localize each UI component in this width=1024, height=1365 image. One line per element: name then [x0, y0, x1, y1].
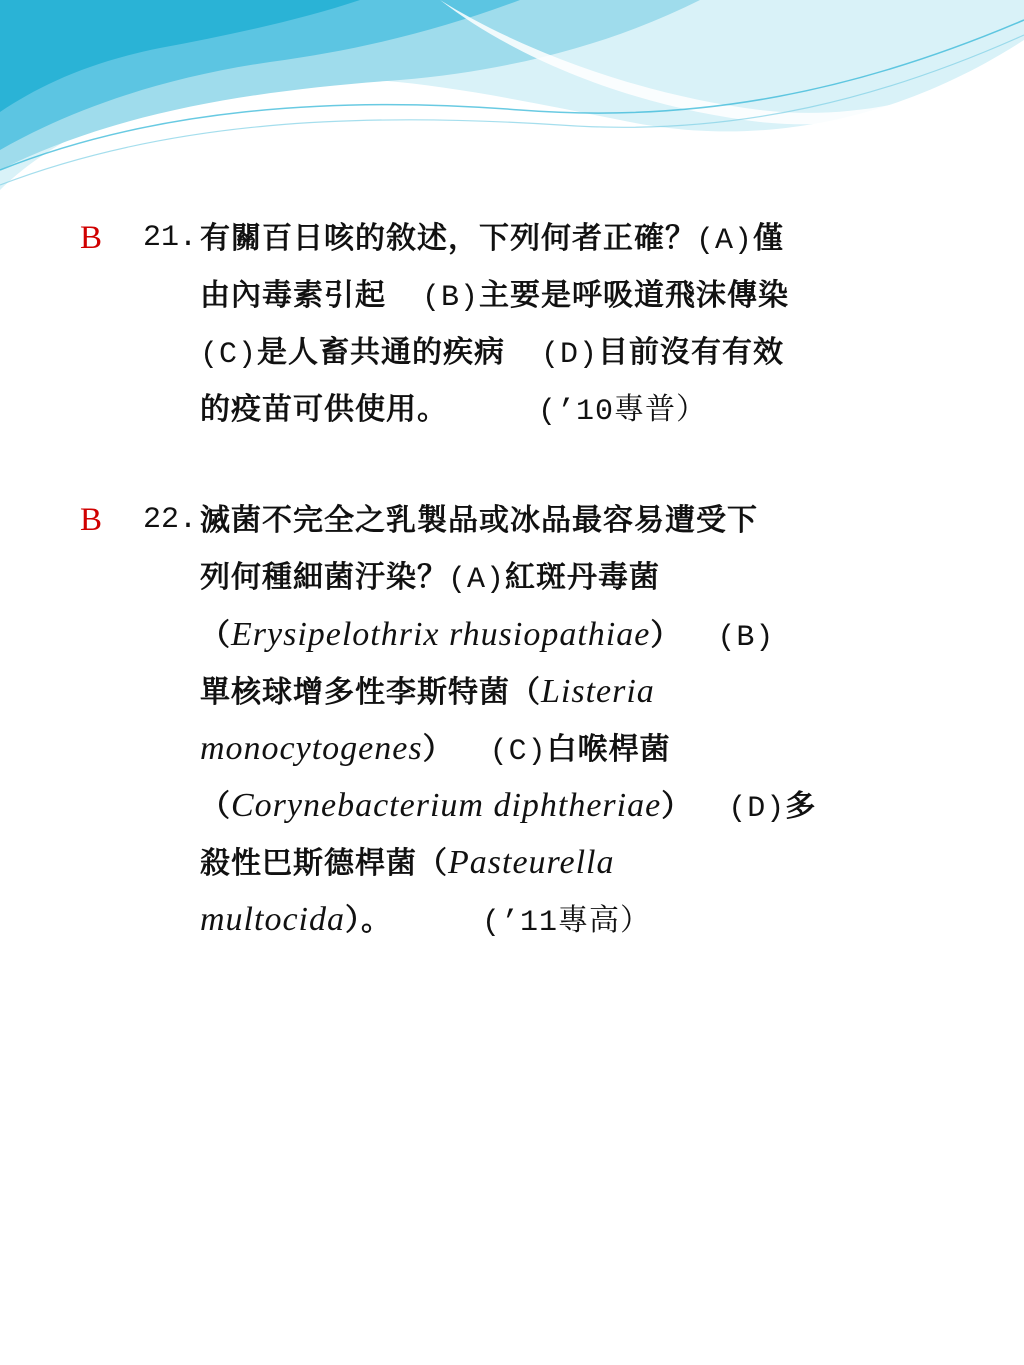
- answer-label: B: [80, 502, 103, 538]
- paren-close: ）: [650, 618, 682, 653]
- answer-label: B: [80, 220, 103, 256]
- option-d-text-start: 目前沒有有效: [598, 335, 785, 370]
- option-b-label: (B): [422, 281, 480, 315]
- paren-close: ）: [661, 789, 693, 824]
- scientific-name-d-species: multocida: [200, 901, 345, 938]
- scientific-name-d-genus: Pasteurella: [448, 844, 615, 881]
- question-stem-end: 列何種細菌汙染？: [200, 560, 448, 595]
- paren-open: （: [200, 618, 231, 653]
- paren-open: （: [200, 789, 231, 824]
- exam-source: (’10專普）: [538, 395, 708, 429]
- option-a-text-start: 僅: [753, 221, 785, 256]
- option-a-label: (A): [448, 563, 506, 597]
- option-d-text: 殺性巴斯德桿菌（: [200, 846, 448, 881]
- scientific-name-c: Corynebacterium diphtheriae: [231, 787, 662, 824]
- option-d-label: (D): [541, 338, 599, 372]
- option-a-text: 紅斑丹毒菌: [505, 560, 661, 595]
- option-d-label: (D): [728, 792, 786, 826]
- question-stem: 有關百日咳的敘述，下列何者正確？: [200, 221, 696, 256]
- scientific-name-b-species: monocytogenes: [200, 730, 423, 767]
- option-b-label: (B): [717, 621, 775, 655]
- option-d-text-start: 多: [785, 789, 817, 824]
- scientific-name-b-genus: Listeria: [541, 673, 655, 710]
- option-a-label: (A): [696, 224, 754, 258]
- option-d-text-end: 的疫苗可供使用。: [200, 392, 448, 427]
- header-wave-decoration: [0, 0, 1024, 220]
- option-c-text: 是人畜共通的疾病: [257, 335, 506, 370]
- option-c-label: (C): [489, 735, 547, 769]
- option-b-text: 單核球增多性李斯特菌（: [200, 675, 541, 710]
- option-c-label: (C): [200, 338, 258, 372]
- question-number: 21.: [143, 221, 198, 255]
- paren-close: ）: [422, 732, 454, 767]
- question-text: [200, 492, 908, 948]
- option-b-text: 主要是呼吸道飛沫傳染: [479, 278, 790, 313]
- exam-source: (’11專高）: [481, 906, 651, 940]
- question-number: 22.: [143, 503, 198, 537]
- question-stem-start: 滅菌不完全之乳製品或冰品最容易遭受下: [200, 503, 758, 538]
- option-c-text: 白喉桿菌: [546, 732, 671, 767]
- scientific-name-a: Erysipelothrix rhusiopathiae: [231, 616, 651, 653]
- question-text: [200, 210, 908, 438]
- option-d-text-end: ）。: [344, 903, 392, 938]
- option-a-text-end: 由內毒素引起: [200, 278, 386, 313]
